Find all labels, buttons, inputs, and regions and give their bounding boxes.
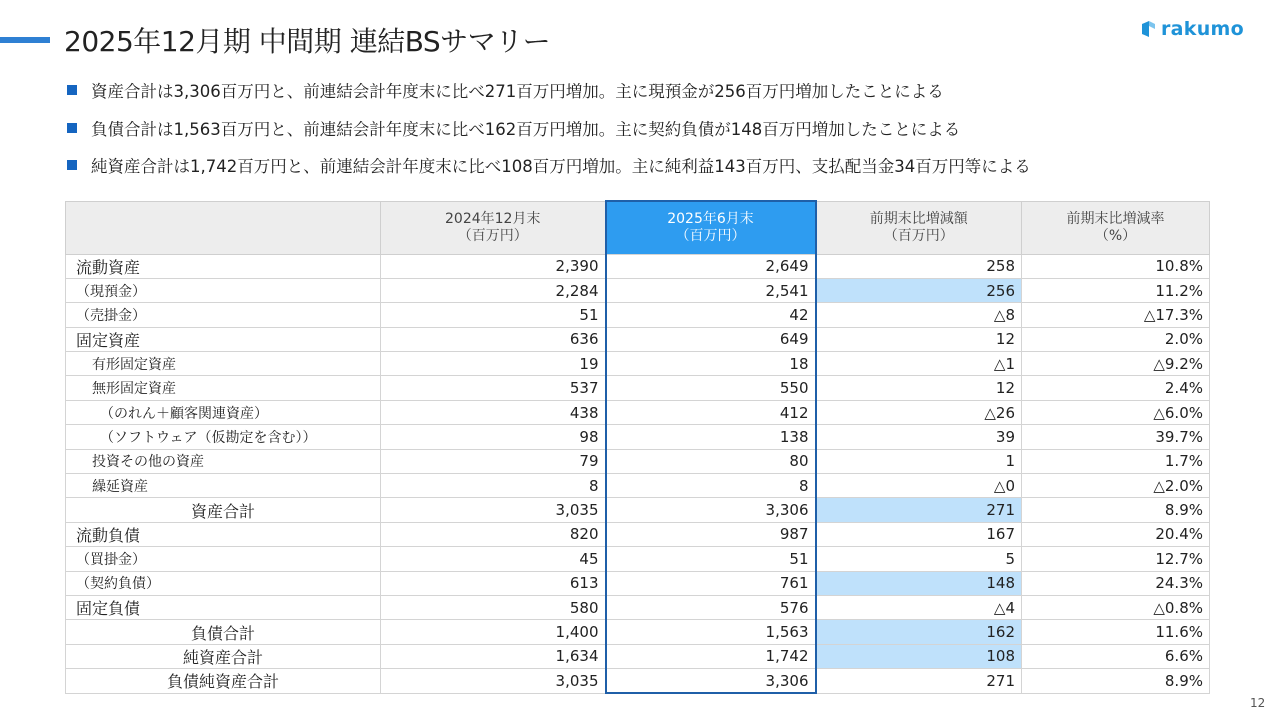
- table-row: [66, 352, 1210, 376]
- cell-change-rate: 8.9%: [1022, 669, 1210, 693]
- cell-prev-period: 438: [381, 400, 606, 424]
- row-label: （買掛金）: [66, 547, 381, 571]
- row-label: （契約負債）: [66, 571, 381, 595]
- cell-change-rate: 11.2%: [1022, 278, 1210, 302]
- row-label: 投資その他の資産: [66, 449, 381, 473]
- cell-prev-period: 1,634: [381, 644, 606, 668]
- cell-current-period: 138: [606, 425, 816, 449]
- table-row: [66, 620, 1210, 644]
- cell-change-amount: 148: [816, 571, 1022, 595]
- table-row: [66, 327, 1210, 351]
- row-label: （のれん＋顧客関連資産）: [66, 400, 381, 424]
- company-logo: [1140, 18, 1244, 40]
- table-row: [66, 669, 1210, 693]
- row-label: 純資産合計: [66, 644, 381, 668]
- cell-change-rate: 12.7%: [1022, 547, 1210, 571]
- cell-current-period: 761: [606, 571, 816, 595]
- bullet-assets: [67, 80, 1031, 100]
- cell-change-amount: 12: [816, 327, 1022, 351]
- bullet-net-assets: [67, 155, 1031, 175]
- cell-current-period: 1,742: [606, 644, 816, 668]
- cell-current-period: 987: [606, 522, 816, 546]
- cell-change-rate: △0.8%: [1022, 595, 1210, 619]
- cell-current-period: 2,541: [606, 278, 816, 302]
- header-label-col: [66, 201, 381, 254]
- cell-prev-period: 8: [381, 474, 606, 498]
- cell-change-amount: 108: [816, 644, 1022, 668]
- row-label: 固定資産: [66, 327, 381, 351]
- table-row: [66, 400, 1210, 424]
- table-row: [66, 522, 1210, 546]
- row-label: 流動負債: [66, 522, 381, 546]
- header-current-period: 2025年6月末 （百万円）: [606, 201, 816, 254]
- row-label: 流動資産: [66, 254, 381, 278]
- cell-change-amount: △8: [816, 303, 1022, 327]
- cell-current-period: 3,306: [606, 498, 816, 522]
- bs-summary-table: [65, 200, 1210, 694]
- cell-prev-period: 580: [381, 595, 606, 619]
- title-accent-bar: [0, 37, 50, 43]
- header-change-amount: 前期末比増減額 （百万円）: [816, 201, 1022, 254]
- bullet-square-icon: [67, 160, 77, 170]
- cell-prev-period: 537: [381, 376, 606, 400]
- cell-change-rate: 39.7%: [1022, 425, 1210, 449]
- cell-current-period: 51: [606, 547, 816, 571]
- table-row: [66, 474, 1210, 498]
- row-label: 資産合計: [66, 498, 381, 522]
- cell-current-period: 576: [606, 595, 816, 619]
- table-row: [66, 449, 1210, 473]
- table-row: [66, 547, 1210, 571]
- bs-summary-table-wrap: [65, 200, 1210, 694]
- cell-change-amount: 271: [816, 498, 1022, 522]
- row-label: 固定負債: [66, 595, 381, 619]
- table-row: [66, 425, 1210, 449]
- cell-current-period: 649: [606, 327, 816, 351]
- cell-change-amount: 12: [816, 376, 1022, 400]
- cell-change-amount: △4: [816, 595, 1022, 619]
- cell-change-amount: 1: [816, 449, 1022, 473]
- table-header-row: [66, 201, 1210, 254]
- header-prev-period: 2024年12月末 （百万円）: [381, 201, 606, 254]
- cell-prev-period: 3,035: [381, 669, 606, 693]
- row-label: （現預金）: [66, 278, 381, 302]
- cell-change-rate: △6.0%: [1022, 400, 1210, 424]
- bullet-text: 負債合計は1,563百万円と、前連結会計年度末に比べ162百万円増加。主に契約負債が148百万円増加したことによる: [91, 119, 961, 139]
- cell-prev-period: 3,035: [381, 498, 606, 522]
- cell-prev-period: 636: [381, 327, 606, 351]
- cell-change-rate: 2.4%: [1022, 376, 1210, 400]
- cell-prev-period: 45: [381, 547, 606, 571]
- cell-current-period: 18: [606, 352, 816, 376]
- table-row: [66, 498, 1210, 522]
- cell-change-rate: 20.4%: [1022, 522, 1210, 546]
- row-label: 繰延資産: [66, 474, 381, 498]
- cell-change-rate: 8.9%: [1022, 498, 1210, 522]
- header-change-rate: 前期末比増減率 （%）: [1022, 201, 1210, 254]
- cell-change-rate: 11.6%: [1022, 620, 1210, 644]
- row-label: 有形固定資産: [66, 352, 381, 376]
- table-row: [66, 278, 1210, 302]
- cell-change-rate: 1.7%: [1022, 449, 1210, 473]
- cell-change-amount: 167: [816, 522, 1022, 546]
- cell-change-amount: 39: [816, 425, 1022, 449]
- cell-prev-period: 1,400: [381, 620, 606, 644]
- cell-change-amount: 162: [816, 620, 1022, 644]
- cell-change-rate: 10.8%: [1022, 254, 1210, 278]
- cell-current-period: 412: [606, 400, 816, 424]
- cell-prev-period: 51: [381, 303, 606, 327]
- table-row: [66, 303, 1210, 327]
- row-label: （ソフトウェア（仮勘定を含む））: [66, 425, 381, 449]
- cell-change-amount: △0: [816, 474, 1022, 498]
- table-body: [66, 254, 1210, 693]
- cell-change-rate: △2.0%: [1022, 474, 1210, 498]
- cell-prev-period: 2,390: [381, 254, 606, 278]
- cell-change-amount: 5: [816, 547, 1022, 571]
- cell-current-period: 550: [606, 376, 816, 400]
- table-row: [66, 376, 1210, 400]
- cell-change-amount: △1: [816, 352, 1022, 376]
- bullet-square-icon: [67, 123, 77, 133]
- summary-bullets: [67, 80, 1031, 193]
- cell-current-period: 80: [606, 449, 816, 473]
- cell-change-amount: △26: [816, 400, 1022, 424]
- cell-change-amount: 271: [816, 669, 1022, 693]
- table-row: [66, 254, 1210, 278]
- cell-change-rate: △17.3%: [1022, 303, 1210, 327]
- cell-current-period: 2,649: [606, 254, 816, 278]
- cell-prev-period: 19: [381, 352, 606, 376]
- cell-change-rate: 6.6%: [1022, 644, 1210, 668]
- page-number: 12: [1250, 696, 1266, 710]
- cell-change-rate: 2.0%: [1022, 327, 1210, 351]
- table-row: [66, 571, 1210, 595]
- cell-change-amount: 256: [816, 278, 1022, 302]
- row-label: 負債合計: [66, 620, 381, 644]
- table-row: [66, 644, 1210, 668]
- bullet-text: 資産合計は3,306百万円と、前連結会計年度末に比べ271百万円増加。主に現預金が256百万円増加したことによる: [91, 82, 944, 101]
- row-label: 無形固定資産: [66, 376, 381, 400]
- logo-text: rakumo: [1161, 18, 1245, 40]
- bullet-square-icon: [67, 85, 77, 95]
- cell-change-rate: 24.3%: [1022, 571, 1210, 595]
- table-row: [66, 595, 1210, 619]
- cell-current-period: 42: [606, 303, 816, 327]
- bullet-text: 純資産合計は1,742百万円と、前連結会計年度末に比べ108百万円増加。主に純利益143百万円、支払配当金34百万円等による: [91, 157, 1031, 176]
- row-label: （売掛金）: [66, 303, 381, 327]
- logo-mark-icon: [1140, 19, 1156, 39]
- bullet-liabilities: [67, 118, 1031, 138]
- cell-change-amount: 258: [816, 254, 1022, 278]
- row-label: 負債純資産合計: [66, 669, 381, 693]
- page-title: 2025年12月期 中間期 連結BSサマリー: [64, 25, 551, 58]
- cell-change-rate: △9.2%: [1022, 352, 1210, 376]
- cell-current-period: 3,306: [606, 669, 816, 693]
- cell-prev-period: 820: [381, 522, 606, 546]
- cell-prev-period: 2,284: [381, 278, 606, 302]
- cell-prev-period: 613: [381, 571, 606, 595]
- cell-prev-period: 98: [381, 425, 606, 449]
- cell-prev-period: 79: [381, 449, 606, 473]
- cell-current-period: 1,563: [606, 620, 816, 644]
- cell-current-period: 8: [606, 474, 816, 498]
